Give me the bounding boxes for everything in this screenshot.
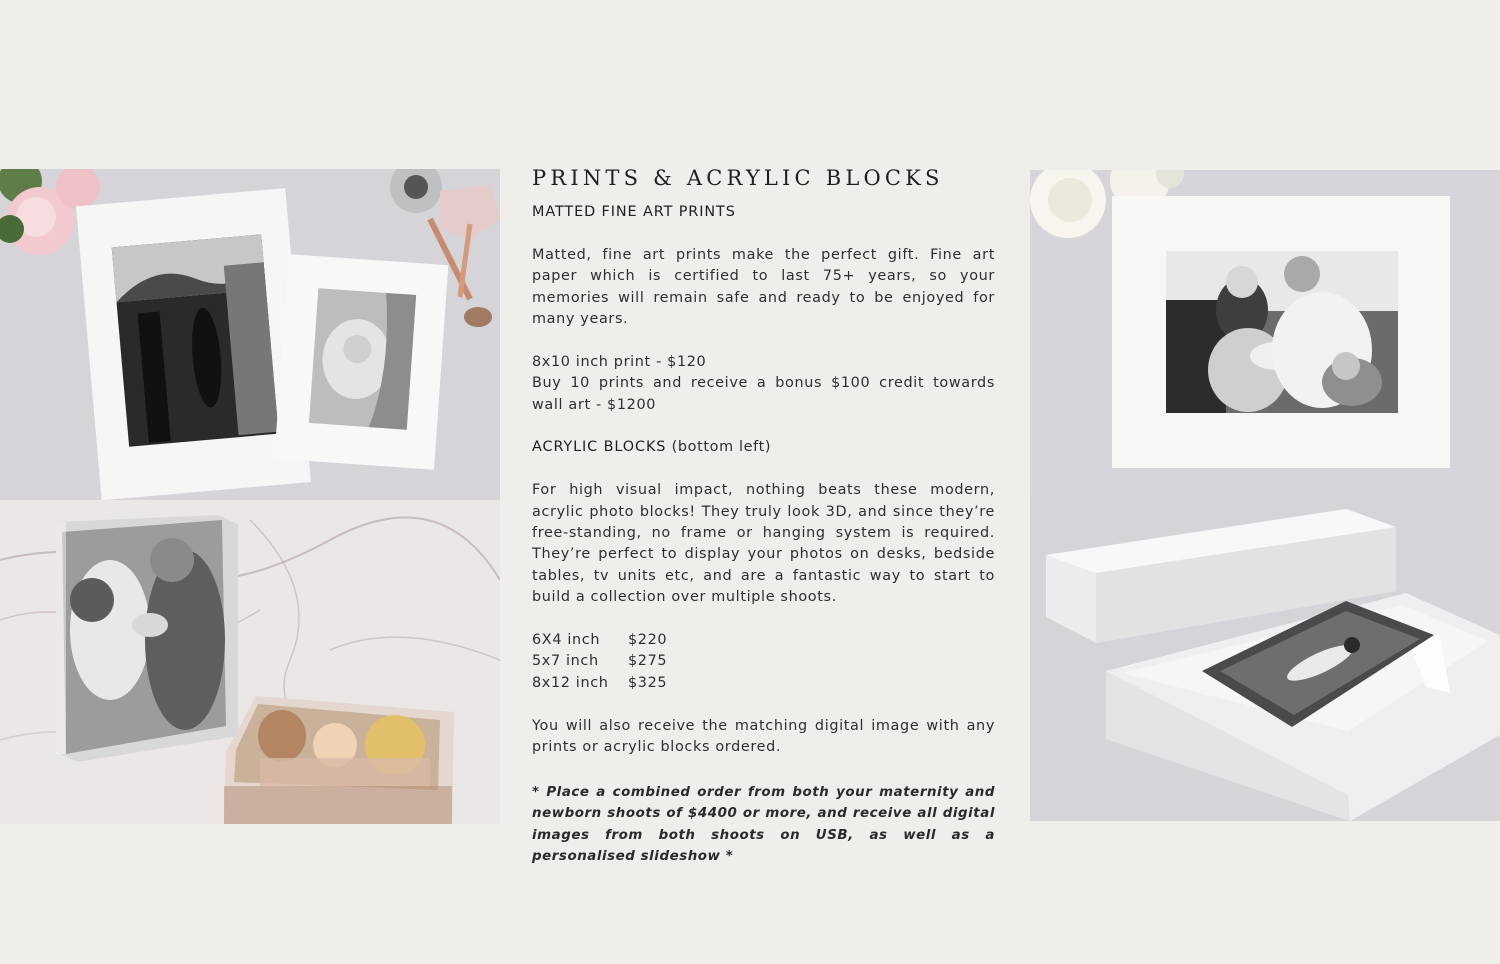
matted-price-line: 8x10 inch print - $120: [532, 353, 707, 370]
matted-bundle-line: Buy 10 prints and receive a bonus $100 credit towards wall art - $1200: [532, 375, 995, 413]
acrylic-heading-row: [532, 437, 995, 458]
price-size: 5x7 inch: [532, 653, 599, 670]
acrylic-heading-note: (bottom left): [671, 439, 772, 456]
matted-prints-photo: [0, 169, 500, 500]
price-size: 8x12 inch: [532, 674, 609, 691]
price-row: [532, 630, 995, 651]
price-size: 6X4 inch: [532, 632, 601, 649]
price-value: $220: [628, 632, 668, 649]
price-row: [532, 673, 995, 694]
presentation-box-photo: [1030, 495, 1500, 821]
combined-order-offer: * Place a combined order from both your maternity and newborn shoots of $4400 or more, and receive all digital images from both shoots on USB, as well as a personalised slideshow *: [532, 784, 995, 865]
matted-heading: MATTED FINE ART PRINTS: [532, 204, 736, 220]
acrylic-blocks-photo: [0, 500, 500, 824]
family-print-photo: [1030, 170, 1500, 495]
price-value: $275: [628, 653, 668, 670]
price-row: [532, 651, 995, 672]
acrylic-heading: ACRYLIC BLOCKS: [532, 439, 667, 456]
content-column: [532, 160, 995, 867]
page-title: PRINTS & ACRYLIC BLOCKS: [532, 166, 944, 190]
acrylic-block-small: [224, 696, 454, 824]
price-value: $325: [628, 674, 668, 691]
digital-image-note: You will also receive the matching digital image with any prints or acrylic blocks ordered.: [532, 717, 995, 756]
acrylic-block-tall: [56, 515, 238, 762]
acrylic-description: For high visual impact, nothing beats these modern, acrylic photo blocks! They truly look 3D, and since they’re free-standing, no frame or hanging system is required. They’re perfect to display your photos on desks, bedside tables, tv units etc, and are a fantastic way to start to build a collection over multiple shoots.: [532, 482, 995, 606]
matted-description: Matted, fine art prints make the perfect gift. Fine art paper which is certified to last 75+ years, so your memories will remain safe and ready to be enjoyed for many years.: [532, 246, 995, 328]
acrylic-price-list: [532, 630, 995, 694]
